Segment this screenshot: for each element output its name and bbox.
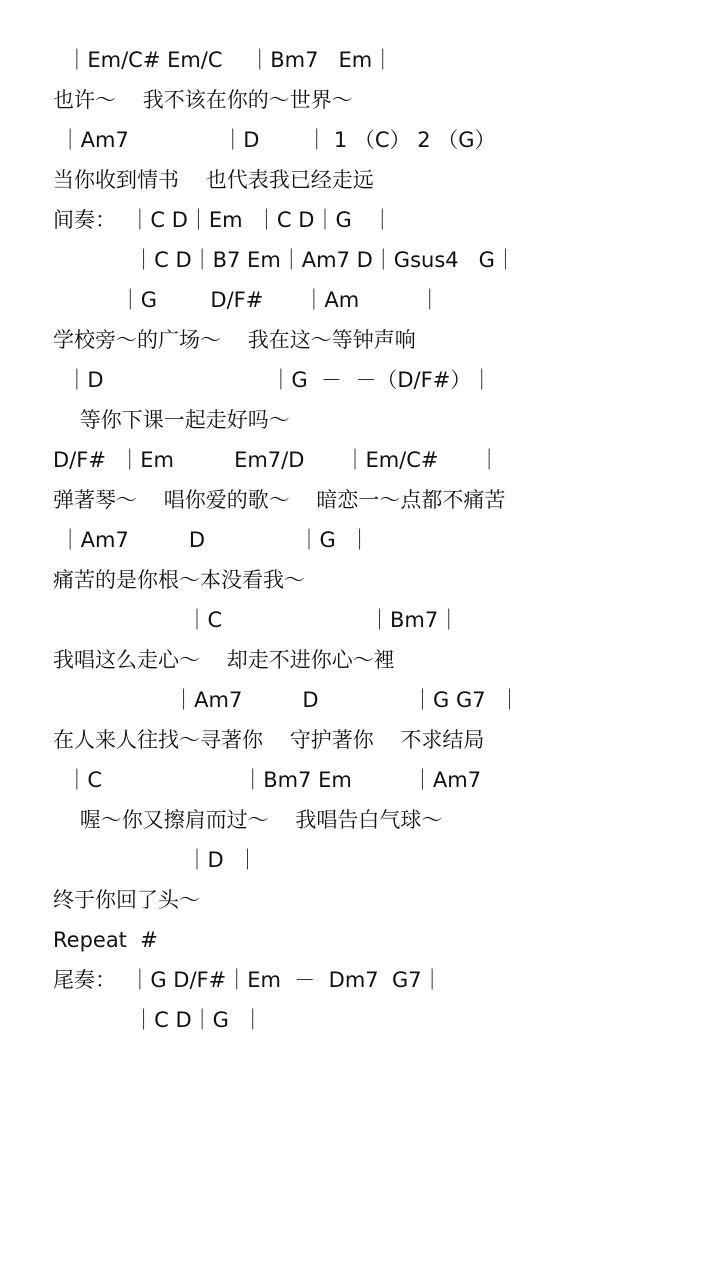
chord-line: ｜Am7 D ｜G G7 ｜	[53, 688, 520, 712]
chord-line: ｜C D｜B7 Em｜Am7 D｜Gsus4 G｜	[53, 248, 516, 272]
chord-line: ｜Em/C# Em/C ｜Bm7 Em｜	[53, 48, 394, 72]
chord-line: ｜C D｜G ｜	[53, 1008, 264, 1032]
lyric-line: 也许～ 我不该在你的～世界～	[53, 88, 353, 112]
lyric-line: 当你收到情书 也代表我已经走远	[53, 168, 374, 192]
repeat-marker: Repeat #	[53, 928, 158, 952]
lyric-line: 学校旁～的广场～ 我在这～等钟声响	[53, 328, 416, 352]
lyric-line: 弹著琴～ 唱你爱的歌～ 暗恋一～点都不痛苦	[53, 488, 506, 512]
chord-line: ｜C ｜Bm7｜	[53, 608, 460, 632]
lyric-line: 在人来人往找～寻著你 守护著你 不求结局	[53, 728, 485, 752]
chord-line: ｜Am7 D ｜G ｜	[53, 528, 371, 552]
lyric-line: 痛苦的是你根～本没看我～	[53, 568, 305, 592]
lyric-line: 我唱这么走心～ 却走不进你心～裡	[53, 648, 395, 672]
chord-line: ｜C ｜Bm7 Em ｜Am7	[53, 768, 482, 792]
lyric-line: 喔～你又擦肩而过～ 我唱告白气球～	[53, 808, 443, 832]
outro-line: 尾奏： ｜G D/F#｜Em － Dm7 G7｜	[53, 968, 443, 992]
lyric-line: 终于你回了头～	[53, 888, 200, 912]
lyric-line: 等你下课一起走好吗～	[53, 408, 290, 432]
chord-line: ｜G D/F# ｜Am ｜	[53, 288, 441, 312]
chord-line: ｜D ｜	[53, 848, 259, 872]
chord-line: ｜D ｜G － －（D/F#）｜	[53, 368, 493, 392]
interlude-line: 间奏： ｜C D｜Em ｜C D｜G ｜	[53, 208, 393, 232]
chord-line: D/F# ｜Em Em7/D ｜Em/C# ｜	[53, 448, 500, 472]
chord-line: ｜Am7 ｜D ｜ 1 （C） 2 （G）	[53, 128, 496, 152]
